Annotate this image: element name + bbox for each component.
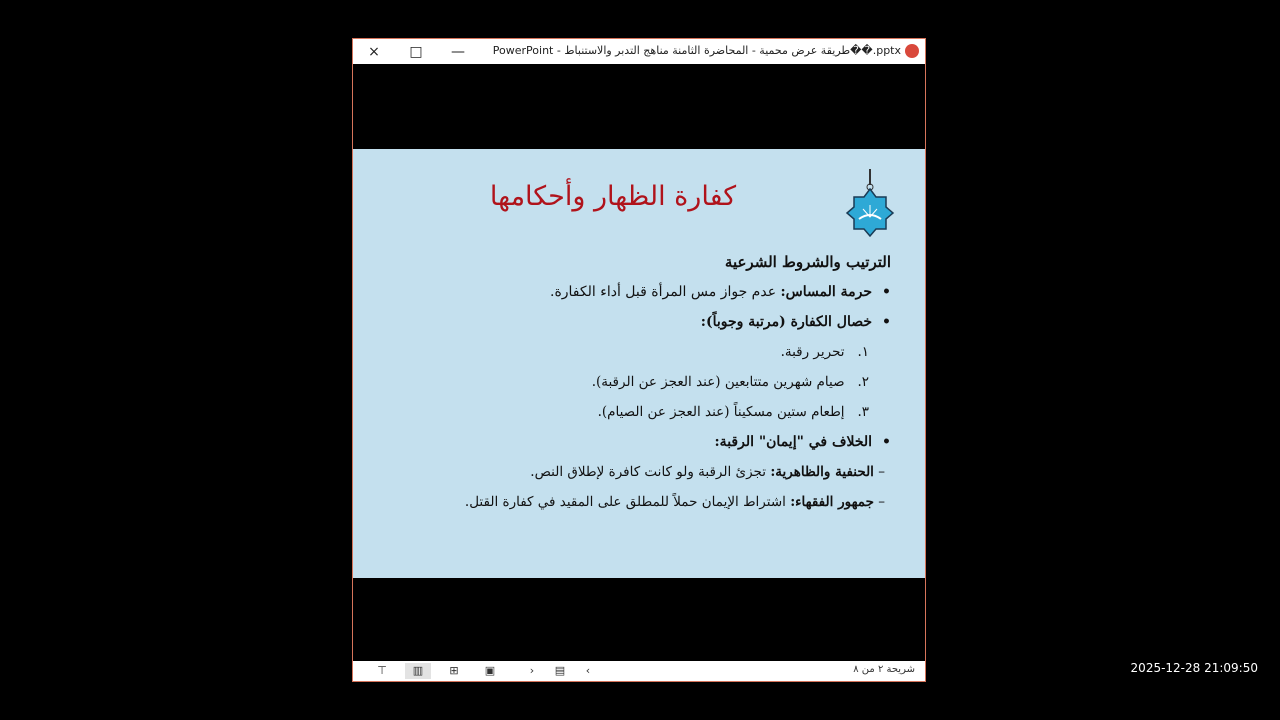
bullet-item: [391, 277, 891, 307]
item-text: صيام شهرين متتابعين (عند العجز عن الرقبة).: [591, 374, 845, 390]
slide: [353, 149, 925, 578]
numbered-item: [391, 337, 891, 367]
sub-label: جمهور الفقهاء:: [790, 494, 874, 510]
reading-view-icon[interactable]: ▥: [405, 663, 431, 679]
item-number: ١.: [857, 344, 869, 360]
slide-title: كفارة الظهار وأحكامها: [489, 181, 737, 212]
bullet-text: عدم جواز مس المرأة قبل أداء الكفارة.: [550, 284, 781, 300]
numbered-item: [391, 397, 891, 427]
menu-icon[interactable]: ▤: [554, 664, 566, 677]
bullet-label: الخلاف في "إيمان" الرقبة:: [714, 434, 873, 450]
normal-view-icon[interactable]: ▣: [484, 664, 496, 677]
status-bar: [353, 661, 925, 681]
sub-item: – جمهور الفقهاء: اشتراط الإيمان حملاً للمطلق على المقيد في كفارة القتل.: [464, 494, 885, 510]
sub-label: الحنفية والظاهرية:: [770, 464, 874, 480]
previous-slide-icon[interactable]: ‹: [585, 664, 591, 677]
title-bar: [353, 39, 925, 64]
slide-counter: شريحة ٢ من ٨: [853, 664, 915, 675]
item-number: ٣.: [857, 404, 869, 420]
minimize-button[interactable]: —: [451, 43, 465, 60]
timestamp: 2025-12-28 21:09:50: [1130, 661, 1258, 675]
item-text: تحرير رقبة.: [780, 344, 845, 360]
maximize-button[interactable]: □: [409, 43, 423, 60]
item-text: إطعام ستين مسكيناً (عند العجز عن الصيام).: [597, 404, 845, 420]
presenter-view-icon[interactable]: ⊤: [377, 664, 387, 677]
bullet-label: حرمة المساس:: [780, 284, 873, 300]
close-button[interactable]: ×: [368, 43, 380, 60]
bullet-item: [391, 307, 891, 337]
slide-body: [391, 247, 891, 517]
bullet-label: خصال الكفارة (مرتبة وجوباً):: [700, 314, 873, 330]
numbered-item: [391, 367, 891, 397]
window-title: PowerPoint - طريقة عرض محمية - المحاضرة الثامنة مناهج التدبر والاستنباط��.pptx: [492, 44, 901, 57]
bullet-item: [391, 427, 891, 457]
item-number: ٢.: [857, 374, 869, 390]
section-heading: الترتيب والشروط الشرعية: [724, 253, 891, 271]
powerpoint-logo-icon: [905, 44, 919, 58]
sub-text: اشتراط الإيمان حملاً للمطلق على المقيد في كفارة القتل.: [464, 494, 791, 510]
sub-text: تجزئ الرقبة ولو كانت كافرة لإطلاق النص.: [530, 464, 771, 480]
sub-item: – الحنفية والظاهرية: تجزئ الرقبة ولو كانت كافرة لإطلاق النص.: [530, 464, 885, 480]
institution-logo-icon: [845, 167, 895, 237]
slide-sorter-icon[interactable]: ⊞: [449, 664, 459, 677]
powerpoint-window: [352, 38, 926, 682]
next-slide-icon[interactable]: ›: [529, 664, 535, 677]
